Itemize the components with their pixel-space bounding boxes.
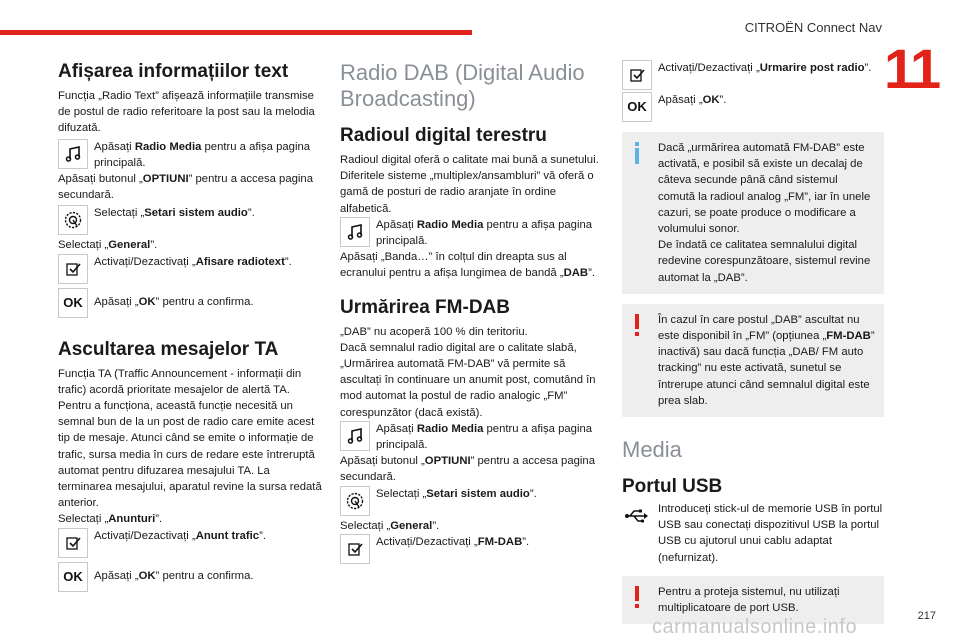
paragraph: Radioul digital oferă o calitate mai bună a sunetului. (340, 154, 599, 166)
heading-usb: Portul USB (622, 476, 723, 498)
step-audio-settings: Selectați „Setari sistem audio”. (340, 486, 605, 516)
heading-fm-dab: Urmărirea FM-DAB (340, 296, 510, 318)
paragraph: Selectați „Anunturi”. (58, 513, 163, 526)
paragraph: Selectați „General”. (58, 239, 158, 252)
info-note (622, 132, 884, 294)
heading-text-info: Afișarea informațiilor text (58, 61, 289, 82)
warning-text: Pentru a proteja sistemul, nu utilizați multiplicatoare de port USB. (658, 585, 840, 615)
warning-note (622, 304, 884, 417)
step-radio-media: Apăsați Radio Media pentru a afișa pagina principală. (58, 139, 323, 171)
paragraph: Selectați „General”. (340, 519, 440, 532)
heading-terrestrial: Radioul digital terestru (340, 125, 547, 146)
step-toggle-radiotext: Activați/Dezactivați „Afisare radiotext”. (58, 254, 323, 284)
paragraph: Funcția „Radio Text” afișează informațiile transmise de postul de radio referitoare la post sau la melodia difuzată. (58, 90, 315, 135)
music-note-icon (58, 139, 88, 169)
toggle-check-icon (58, 254, 88, 284)
heading-ta: Ascultarea mesajelor TA (58, 338, 279, 360)
toggle-check-icon (340, 534, 370, 564)
watermark: carmanualsonline.info (652, 616, 858, 638)
usb-text: Introduceți stick-ul de memorie USB în portul USB sau conectați dispozitivul USB la portul USB cu ajutorul unui cablu adaptat (nefurnizat). (658, 503, 883, 564)
heading-dab: Radio DAB (Digital Audio Broadcasting) (340, 60, 585, 111)
usb-icon (622, 501, 652, 531)
step-ok-confirm: OK Apăsați „OK” pentru a confirma. (58, 288, 323, 318)
paragraph: Diferitele sisteme „multiplex/ansambluri” vă oferă o gamă de posturi de radio aranjate în ordine alfabetică. (340, 170, 594, 215)
paragraph: Apăsați butonul „OPTIUNI” pentru a accesa pagina secundară. (340, 455, 595, 484)
ok-button-icon: OK (58, 288, 88, 318)
heading-media: Media (622, 437, 682, 463)
warning-icon (634, 586, 640, 613)
step-toggle-fm-dab: Activați/Dezactivați „FM-DAB”. (340, 534, 605, 564)
warning-text: În cazul în care postul „DAB” ascultat nu este disponibil în „FM” (opțiunea „FM-DAB” inactivă) sau dacă funcția „DAB/ FM auto tracking” nu este activată, sunetul se întrerupe atunci când semnalul digital este prea slab. (658, 313, 875, 407)
info-icon (634, 142, 640, 169)
step-radio-media: Apăsați Radio Media pentru a afișa pagina principală. (340, 217, 605, 249)
toggle-check-icon (58, 528, 88, 558)
column-1 (58, 60, 323, 592)
paragraph: „DAB” nu acoperă 100 % din teritoriu. (340, 325, 528, 338)
paragraph: Apăsați butonul „OPTIUNI” pentru a accesa pagina secundară. (58, 173, 313, 202)
step-audio-settings: Selectați „Setari sistem audio”. (58, 205, 323, 235)
music-note-icon (340, 421, 370, 451)
info-text: Dacă „urmărirea automată FM-DAB” este activată, e posibil să existe un decalaj de câteva secunde până când sistemul comută la radioul analog „FM”, iar în unele cazuri, se poate produce o modificare a volumului sonor. (658, 142, 871, 236)
paragraph: Apăsați „Banda…” în colțul din dreapta sus al ecranului pentru a afișa lungimea de bandă „DAB”. (340, 251, 595, 280)
chapter-number: 11 (884, 37, 940, 100)
step-ok: OK Apăsați „OK”. (622, 92, 884, 122)
step-toggle-traffic: Activați/Dezactivați „Anunt trafic”. (58, 528, 323, 558)
warning-icon (634, 314, 640, 341)
top-accent-bar (0, 30, 472, 35)
audio-settings-icon (58, 205, 88, 235)
ok-button-icon: OK (58, 562, 88, 592)
music-note-icon (340, 217, 370, 247)
column-3 (622, 60, 884, 624)
info-text: De îndată ce calitatea semnalului digital redevine corespunzătoare, sistemul revine automat la „DAB”. (658, 239, 871, 284)
step-radio-media: Apăsați Radio Media pentru a afișa pagina principală. (340, 421, 605, 453)
step-usb (622, 501, 884, 566)
toggle-check-icon (622, 60, 652, 90)
header-title: CITROËN Connect Nav (744, 20, 882, 35)
step-toggle-tracking: Activați/Dezactivați „Urmarire post radio”. (622, 60, 884, 90)
column-2 (340, 60, 605, 564)
step-ok-confirm: OK Apăsați „OK” pentru a confirma. (58, 562, 323, 592)
page-number: 217 (917, 610, 936, 622)
ok-button-icon: OK (622, 92, 652, 122)
paragraph: Dacă semnalul radio digital are o calitate slabă, „Urmărirea automată FM-DAB” vă permite să ascultați în continuare un anumit post, comutând în mod automat la postul de radio analogic „FM” corespunzător (dacă există). (340, 341, 596, 419)
paragraph: Funcția TA (Traffic Announcement - informații din trafic) acordă prioritate mesajelor de alertă TA. Pentru a funcționa, această funcție necesită un semnal bun de la un post de radio care emite acest tip de mesaje. Atunci când se emite o informație de trafic, sursa media în curs de redare este întreruptă automat pentru difuzarea mesajului TA. La terminarea mesajului, aparatul revine la sursa redată anterior. (58, 367, 322, 510)
audio-settings-icon (340, 486, 370, 516)
